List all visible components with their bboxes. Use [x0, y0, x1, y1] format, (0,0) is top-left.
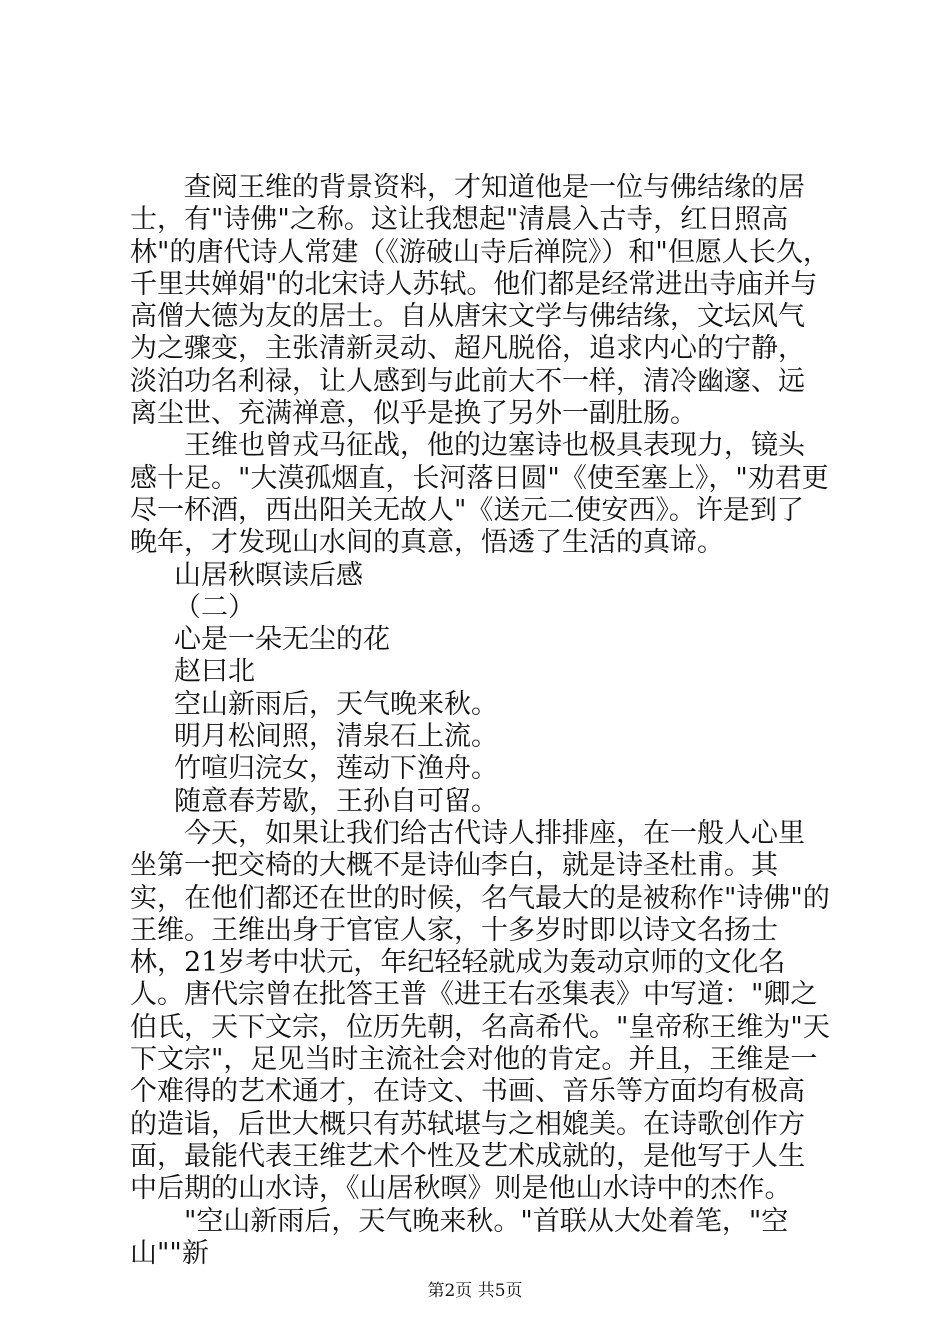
page-footer	[0, 1276, 950, 1301]
paragraph: 查阅王维的背景资料，才知道他是一位与佛结缘的居士，有"诗佛"之称。这让我想起"清晨入古寺，红日照高林"的唐代诗人常建（《游破山寺后禅院》）和"但愿人长久，千里共婵娟"的北宋诗人苏轼。他们都是经常进出寺庙并与高僧大德为友的居士。自从唐宋文学与佛结缘，文坛风气为之骤变，主张清新灵动、超凡脱俗，追求内心的宁静，淡泊功名利禄，让人感到与此前大不一样，清冷幽邃、远离尘世、充满禅意，似乎是换了另外一副肚肠。	[130, 172, 830, 430]
paragraph: 今天，如果让我们给古代诗人排排座，在一般人心里坐第一把交椅的大概不是诗仙李白，就是诗圣杜甫。其实，在他们都还在世的时候，名气最大的是被称作"诗佛"的王维。王维出身于官宦人家，十多岁时即以诗文名扬士林，21岁考中状元，年纪轻轻就成为轰动京师的文化名人。唐代宗曾在批答王普《进王右丞集表》中写道："卿之伯氏，天下文宗，位历先朝，名高希代。"皇帝称王维为"天下文宗"，足见当时主流社会对他的肯定。并且，王维是一个难得的艺术通才，在诗文、书画、音乐等方面均有极高的造诣，后世大概只有苏轼堪与之相媲美。在诗歌创作方面，最能代表王维艺术个性及艺术成就的，是他写于人生中后期的山水诗，《山居秋暝》则是他山水诗中的杰作。	[130, 817, 830, 1205]
page-number-label: 第2页 共5页	[427, 1281, 523, 1301]
section-number: （二）	[174, 591, 255, 623]
poem-line: 随意春芳歇，王孙自可留。	[174, 785, 498, 817]
article-title: 山居秋暝读后感	[174, 559, 363, 591]
poem-line: 竹喧归浣女，莲动下渔舟。	[174, 753, 498, 785]
poem-line: 空山新雨后，天气晚来秋。	[174, 688, 498, 720]
poem-line: 明月松间照，清泉石上流。	[174, 721, 498, 753]
paragraph: "空山新雨后，天气晚来秋。"首联从大处着笔，"空山""新	[130, 1205, 789, 1269]
author-name: 赵曰北	[174, 656, 255, 688]
document-body	[130, 172, 830, 1270]
paragraph: 王维也曾戎马征战，他的边塞诗也极具表现力，镜头感十足。"大漠孤烟直，长河落日圆"《使至塞上》，"劝君更尽一杯酒，西出阳关无故人"《送元二使安西》。许是到了晚年，才发现山水间的真意，悟透了生活的真谛。	[130, 430, 829, 559]
essay-title: 心是一朵无尘的花	[174, 624, 390, 656]
